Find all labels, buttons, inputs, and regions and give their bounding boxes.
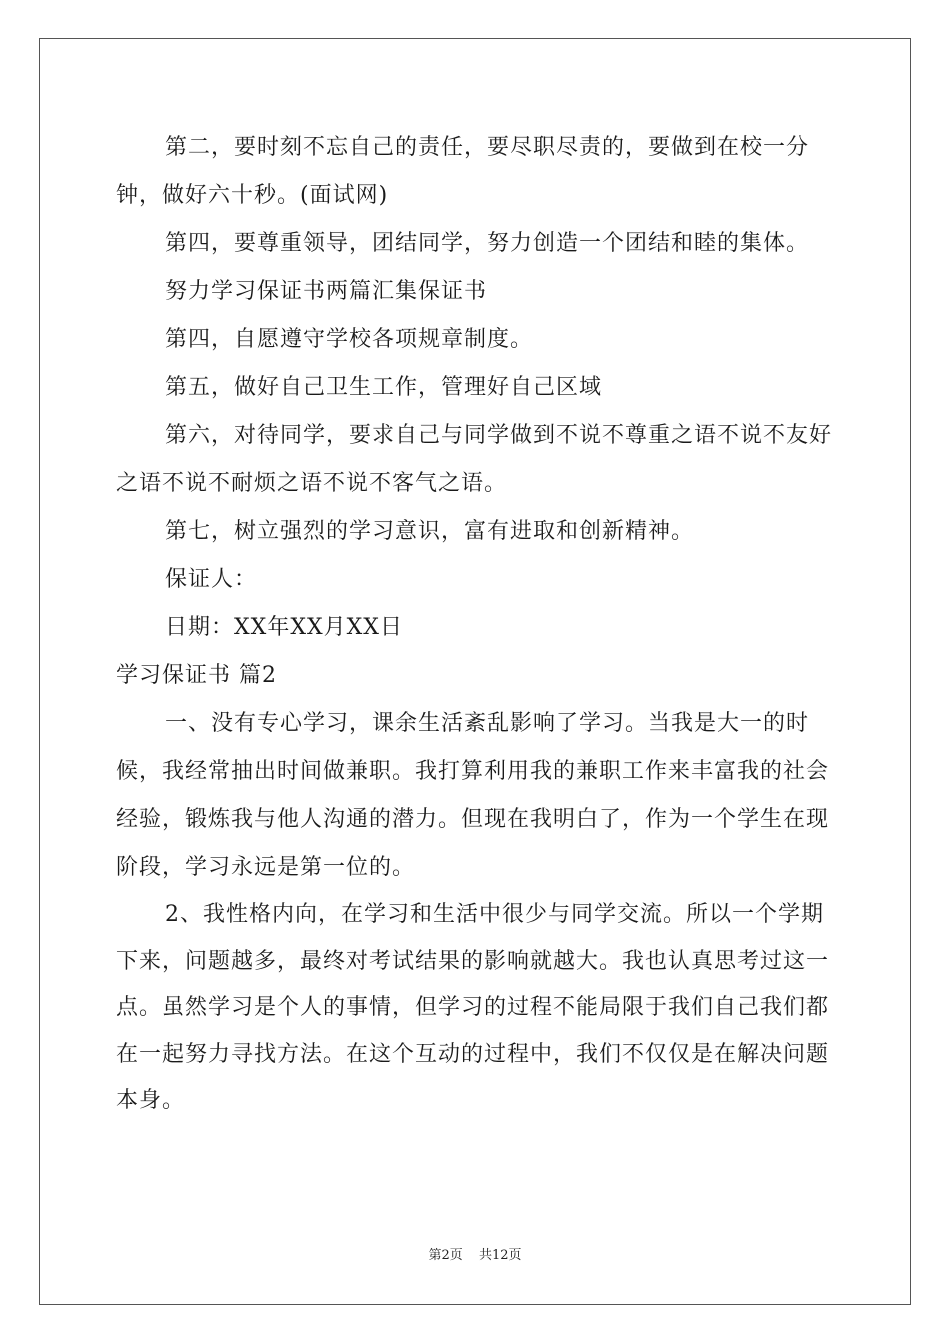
document-body <box>116 124 834 1125</box>
page-number: 第2页 <box>428 1248 463 1263</box>
paragraph: 第五，做好自己卫生工作，管理好自己区域 <box>165 375 603 400</box>
page-footer <box>0 1244 950 1263</box>
signature-line: 保证人： <box>165 567 258 592</box>
paragraph: 2、我性格内向，在学习和生活中很少与同学交流。所以一个学期下来，问题越多，最终对考试结果的影响就越大。我也认真思考过这一点。虽然学习是个人的事情，但学习的过程不能局限于我们自己我们都在一起努力寻找方法。在这个互动的过程中，我们不仅仅是在解决问题本身。 <box>116 902 830 1113</box>
section-heading: 学习保证书 篇2 <box>116 663 277 688</box>
paragraph: 第二，要时刻不忘自己的责任，要尽职尽责的，要做到在校一分钟，做好六十秒。(面试网) <box>116 135 810 208</box>
paragraph: 第六，对待同学，要求自己与同学做到不说不尊重之语不说不友好之语不说不耐烦之语不说不客气之语。 <box>116 423 833 496</box>
paragraph: 第四，自愿遵守学校各项规章制度。 <box>165 327 534 352</box>
paragraph: 第七，树立强烈的学习意识，富有进取和创新精神。 <box>165 519 695 544</box>
paragraph: 努力学习保证书两篇汇集保证书 <box>165 279 488 304</box>
date-line: 日期：XX年XX月XX日 <box>165 615 403 640</box>
paragraph: 第四，要尊重领导，团结同学，努力创造一个团结和睦的集体。 <box>165 231 810 256</box>
paragraph: 一、没有专心学习，课余生活紊乱影响了学习。当我是大一的时候，我经常抽出时间做兼职。我打算利用我的兼职工作来丰富我的社会经验，锻炼我与他人沟通的潜力。但现在我明白了，作为一个学生在现阶段，学习永远是第一位的。 <box>116 711 830 880</box>
page-total: 共12页 <box>478 1248 522 1263</box>
